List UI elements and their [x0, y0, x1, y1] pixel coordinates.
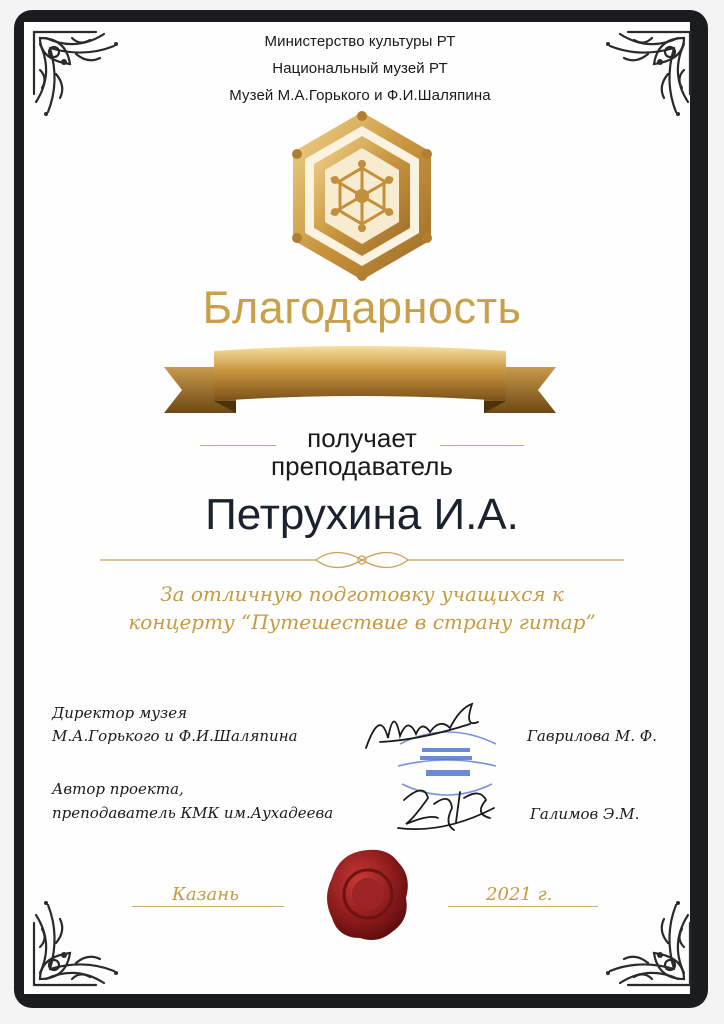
city-underline — [132, 906, 284, 907]
gold-ribbon-banner — [164, 343, 556, 419]
signatory-2-name: Галимов Э.М. — [530, 805, 640, 823]
signatory-1-name: Гаврилова М. Ф. — [527, 727, 658, 745]
header-museum: Национальный музей РТ — [272, 60, 448, 77]
footer-year: 2021 г. — [486, 884, 553, 905]
signature-author-icon — [394, 778, 498, 840]
corner-ornament-bottom-left — [26, 893, 126, 993]
corner-ornament-bottom-right — [598, 893, 698, 993]
signatory-2-role-line-2: преподаватель КМК им.Аухадеева — [52, 804, 334, 822]
header-ministry: Министерство культуры РТ — [264, 33, 456, 50]
gold-emblem-icon — [283, 108, 441, 284]
signature-director-icon — [360, 698, 490, 756]
corner-ornament-top-right — [598, 24, 698, 124]
recipient-name: Петрухина И.А. — [205, 490, 519, 539]
reason-line-2: концерту “Путешествие в страну гитар” — [128, 610, 596, 634]
header-museum-branch: Музей М.А.Горького и Ф.И.Шаляпина — [229, 87, 491, 104]
signatory-1-role-line-2: М.А.Горького и Ф.И.Шаляпина — [52, 727, 298, 745]
certificate-title: Благодарность — [202, 282, 522, 333]
corner-ornament-top-left — [26, 24, 126, 124]
reason-line-1: За отличную подготовку учащихся к — [160, 582, 564, 606]
receives-line-1: получает — [307, 423, 417, 453]
receives-label — [200, 424, 524, 480]
footer-city: Казань — [172, 884, 239, 905]
signatory-1-role-line-1: Директор музея — [52, 704, 188, 722]
flourish-divider — [100, 545, 624, 575]
wax-seal-icon — [326, 848, 410, 942]
year-underline — [448, 906, 598, 907]
signatory-2-role-line-1: Автор проекта, — [52, 780, 184, 798]
receives-line-2: преподаватель — [271, 451, 453, 481]
